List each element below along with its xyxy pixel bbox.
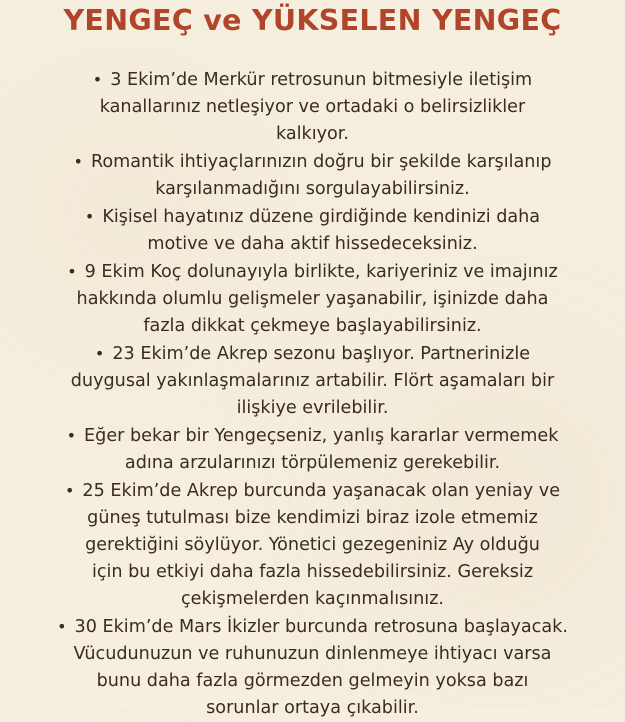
list-item — [4, 613, 621, 722]
list-item-line — [4, 148, 621, 176]
bullet-icon: • — [67, 262, 77, 281]
list-item-text: 30 Ekim’de Mars İkizler burcunda retrosuna başlayacak. — [74, 617, 568, 637]
list-item-text: Eğer bekar bir Yengeçseniz, yanlış kararlar vermemek — [84, 426, 559, 446]
list-item-line: gerektiğini söylüyor. Yönetici gezegeniniz Ay olduğu — [85, 535, 540, 555]
list-item-text: 23 Ekim’de Akrep sezonu başlıyor. Partnerinizle — [112, 344, 531, 364]
list-item-text: Romantik ihtiyaçlarınızın doğru bir şekilde karşılanıp — [90, 152, 552, 172]
page-title: YENGEÇ ve YÜKSELEN YENGEÇ — [63, 4, 562, 37]
list-item-line: sorunlar ortaya çıkabilir. — [206, 698, 419, 718]
list-item-line — [4, 66, 621, 94]
list-item — [4, 66, 621, 148]
list-item-line: hakkında olumlu gelişmeler yaşanabilir, işinizde daha — [76, 289, 549, 309]
list-item-line: Vücudunuzun ve ruhunuzun dinlenmeye ihtiyacı varsa — [73, 644, 552, 664]
list-item-text: 3 Ekim’de Merkür retrosunun bitmesiyle iletişim — [110, 70, 533, 90]
list-item-line — [4, 477, 621, 505]
list-item-line — [4, 203, 621, 231]
list-item — [4, 422, 621, 477]
list-item-line: duygusal yakınlaşmalarınız artabilir. Flört aşamaları bir — [70, 371, 555, 391]
list-item-line: fazla dikkat çekmeye başlayabilirsiniz. — [143, 316, 482, 336]
list-item-line: adına arzularınızı törpülemeniz gerekebilir. — [124, 453, 501, 473]
list-item-line — [4, 613, 621, 641]
bullet-icon: • — [73, 152, 83, 171]
bullet-icon: • — [94, 344, 105, 363]
list-item-line: ilişkiye evrilebilir. — [236, 398, 389, 418]
bullet-icon: • — [57, 617, 67, 636]
bullet-icon: • — [92, 70, 103, 89]
list-item — [4, 203, 621, 258]
list-item — [4, 477, 621, 613]
list-item-line: motive ve daha aktif hissedeceksiniz. — [147, 234, 478, 254]
list-item-text: 25 Ekim’de Akrep burcunda yaşanacak olan yeniay ve — [82, 481, 561, 501]
list-item-line: kalkıyor. — [275, 124, 349, 144]
list-item-line: bunu daha fazla görmezden gelmeyin yoksa bazı — [96, 671, 529, 691]
list-item — [4, 148, 621, 203]
list-item — [4, 258, 621, 340]
bullet-icon: • — [66, 426, 77, 445]
list-item-line: güneş tutulması bize kendimizi biraz izole etmemiz — [87, 508, 538, 528]
list-item-line: çekişmelerden kaçınmalısınız. — [180, 589, 445, 609]
list-item-line: karşılanmadığını sorgulayabilirsiniz. — [155, 179, 470, 199]
list-item-line: için bu etkiyi daha fazla hissedebilirsiniz. Gereksiz — [91, 562, 534, 582]
horoscope-list — [4, 66, 621, 722]
list-item-line — [4, 340, 621, 368]
bullet-icon: • — [84, 207, 95, 226]
list-item-line — [4, 422, 621, 450]
list-item — [4, 340, 621, 422]
list-item-text: 9 Ekim Koç dolunayıyla birlikte, kariyeriniz ve imajınız — [84, 262, 558, 282]
list-item-line: kanallarınız netleşiyor ve ortadaki o belirsizlikler — [99, 97, 526, 117]
list-item-text: Kişisel hayatınız düzene girdiğinde kendinizi daha — [102, 207, 541, 227]
list-item-line — [4, 258, 621, 286]
bullet-icon: • — [64, 481, 75, 500]
